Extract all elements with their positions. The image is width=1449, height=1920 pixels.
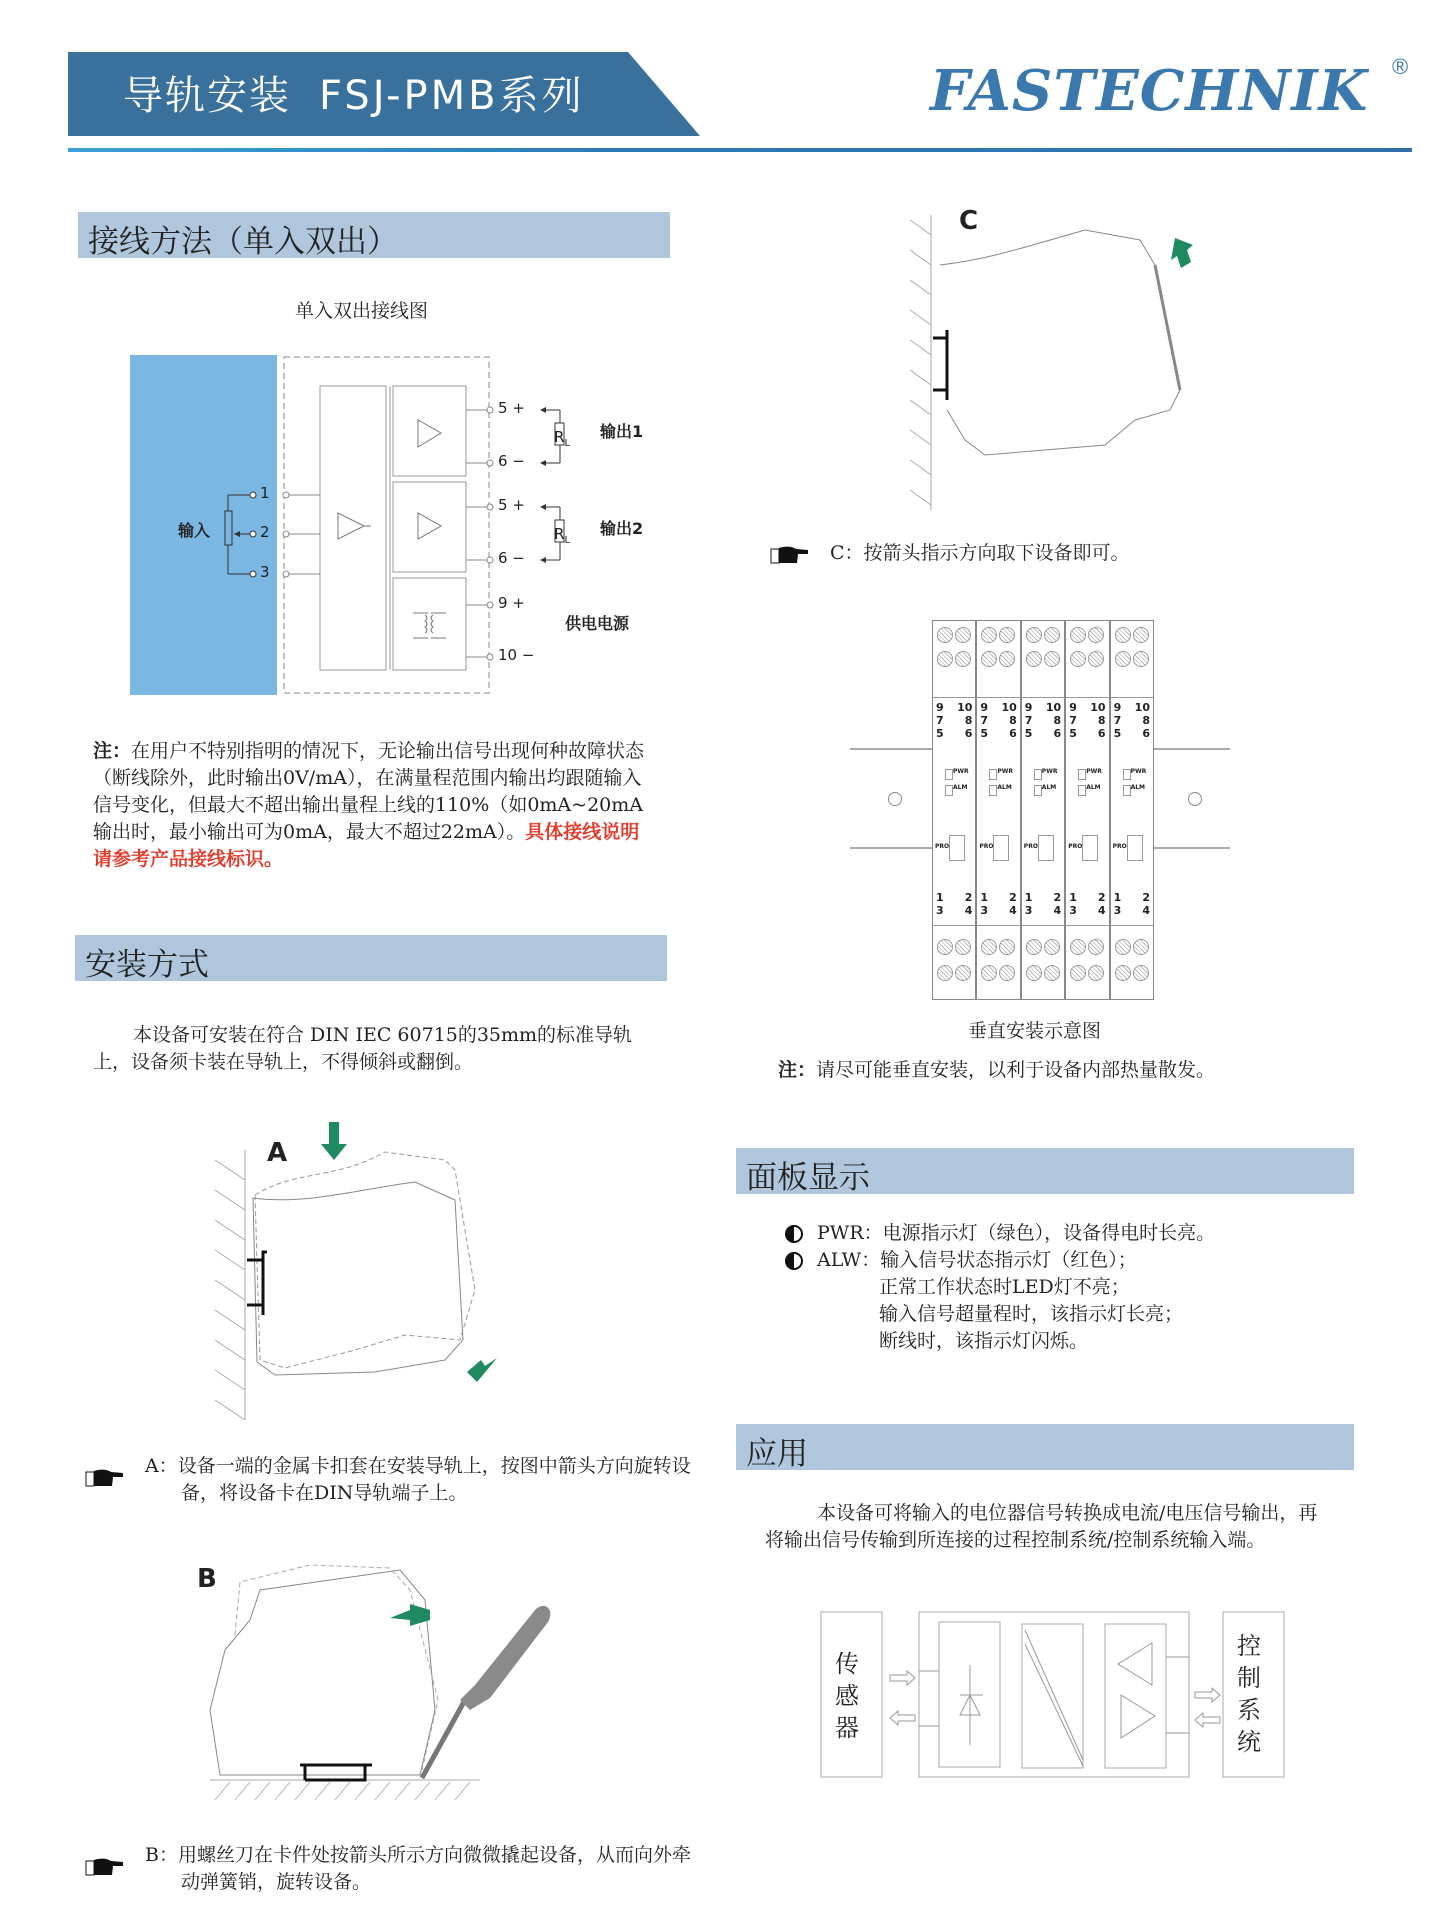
application-text: 本设备可将输入的电位器信号转换成电流/电压信号输出，再将输出信号传输到所连接的过程控制系统/控制系统输入端。 — [765, 1502, 1318, 1551]
screw-terminal-icon — [955, 965, 971, 981]
terminal-number: 1 — [980, 891, 989, 904]
vertical-mount-diagram — [850, 620, 1230, 1000]
section-application-header — [736, 1424, 1354, 1470]
terminal-number: 8 — [1142, 714, 1150, 727]
pro-port — [1127, 835, 1143, 861]
led-label: ALM — [997, 784, 1012, 791]
note-text: 在用户不特别指明的情况下，无论输出信号出现何种故障状态（断线除外，此时输出0V/mA），在满量程范围内输出均跟随输入信号变化，但最大不超出输出量程上线的110%（如0mA~20mA输出时，最小输出可为0mA，最大不超过22mA）。 — [93, 740, 645, 843]
terminal-number: 5 — [1024, 727, 1033, 740]
screw-terminal-icon — [1133, 651, 1149, 667]
screw-terminal-icon — [1070, 627, 1086, 643]
terminal-number: 9 — [1024, 701, 1033, 714]
terminal-2: 2 — [260, 523, 270, 541]
step-c-prefix: C： — [830, 542, 864, 564]
led-indicator — [945, 769, 953, 780]
step-c-text: 按箭头指示方向取下设备即可。 — [863, 542, 1130, 564]
alw-line-2: 正常工作状态时LED灯不亮； — [879, 1276, 1130, 1298]
control-system-label: 控制系统 — [1237, 1632, 1261, 1756]
led-label: ALM — [953, 784, 968, 791]
section-install-title: 安装方式 — [85, 947, 209, 983]
terminal-6-out2: 6 − — [498, 549, 525, 567]
wiring-diagram-caption: 单入双出接线图 — [295, 300, 429, 322]
screwdriver-icon — [422, 1606, 550, 1778]
screw-terminal-icon — [937, 939, 953, 955]
screw-terminal-icon — [1088, 627, 1104, 643]
signal-chain-svg — [815, 1610, 1295, 1780]
terminal-number: 3 — [980, 904, 989, 917]
screw-terminal-icon — [1026, 651, 1042, 667]
panel-item-pwr — [785, 1220, 1345, 1247]
output2-label: 输出2 — [600, 519, 644, 538]
led-label: ALM — [1130, 784, 1146, 791]
screw-terminal-icon — [999, 651, 1015, 667]
output1-block — [393, 386, 466, 476]
section-wiring-title: 接线方法（单入双出） — [88, 224, 398, 260]
led-indicator — [945, 785, 953, 796]
led-indicator — [1123, 769, 1131, 780]
terminal-number: 3 — [936, 904, 944, 917]
terminal-number: 9 — [1113, 701, 1122, 714]
terminal-number: 9 — [1069, 701, 1077, 714]
led-label: PWR — [1041, 768, 1058, 775]
terminal-number: 6 — [1053, 727, 1062, 740]
alw-line-3: 输入信号超量程时，该指示灯长亮； — [879, 1303, 1184, 1325]
vertical-caption: 垂直安装示意图 — [968, 1020, 1102, 1042]
terminal-number: 10 — [1090, 701, 1106, 714]
screw-terminal-icon — [1044, 965, 1060, 981]
module-row — [932, 620, 1154, 1000]
screw-terminal-icon — [999, 627, 1015, 643]
section-panel-title: 面板显示 — [746, 1160, 870, 1196]
wiring-diagram — [128, 353, 668, 698]
pro-port — [993, 835, 1009, 861]
converter-block — [320, 386, 386, 670]
section-wiring-header — [78, 212, 670, 258]
illustration-c-label: C — [959, 206, 979, 236]
pointing-hand-icon — [770, 544, 810, 566]
pointing-hand-icon — [85, 1856, 125, 1878]
terminal-number: 1 — [1069, 891, 1077, 904]
screw-terminal-icon — [937, 627, 953, 643]
alw-key: ALW： — [817, 1249, 881, 1271]
terminal-number: 2 — [964, 891, 973, 904]
terminal-number: 1 — [1113, 891, 1122, 904]
screw-terminal-icon — [1070, 651, 1086, 667]
screw-terminal-icon — [1133, 939, 1149, 955]
screw-terminal-icon — [1115, 939, 1131, 955]
amplifier-icon — [1118, 1643, 1152, 1685]
led-indicator — [1078, 769, 1086, 780]
step-a-prefix: A： — [145, 1455, 178, 1477]
screw-terminal-icon — [1044, 939, 1060, 955]
terminal-number: 1 — [1024, 891, 1033, 904]
pro-label: PRO — [1112, 843, 1127, 850]
din-rail-icon — [247, 1252, 267, 1315]
pointing-hand-icon — [85, 1467, 125, 1489]
alw-line-1: 输入信号状态指示灯（红色）； — [880, 1249, 1137, 1271]
application-diagram — [815, 1610, 1295, 1780]
screw-terminal-icon — [1044, 627, 1060, 643]
terminal-number: 6 — [964, 727, 973, 740]
led-label: PWR — [1086, 768, 1102, 775]
load-label-2: $R_L$ — [554, 525, 571, 546]
terminal-number: 10 — [1134, 701, 1150, 714]
note-label: 注： — [778, 1059, 817, 1081]
screw-terminal-icon — [1044, 651, 1060, 667]
registered-mark: ® — [1392, 54, 1409, 79]
module — [1065, 620, 1109, 1000]
title-text: 导轨安装 — [123, 73, 291, 119]
arrow-left-icon — [890, 1711, 915, 1725]
module — [932, 620, 976, 1000]
model-text: FSJ-PMB系列 — [319, 73, 585, 119]
header-banner — [68, 52, 700, 136]
led-label: ALM — [1086, 784, 1101, 791]
led-indicator — [989, 769, 997, 780]
module — [1021, 620, 1065, 1000]
terminal-number: 6 — [1009, 727, 1017, 740]
amplifier-icon — [1121, 1695, 1155, 1738]
note-label: 注： — [93, 740, 132, 762]
terminal-number: 2 — [1053, 891, 1062, 904]
step-b-text: 用螺丝刀在卡件处按箭头所示方向微微撬起设备，从而向外牵动弹簧销，旋转设备。 — [177, 1844, 691, 1893]
screw-terminal-icon — [955, 627, 971, 643]
arrow-up-icon — [1171, 238, 1193, 268]
illustration-a — [205, 1110, 515, 1430]
led-label: PWR — [997, 768, 1014, 775]
note-text: 请尽可能垂直安装，以利于设备内部热量散发。 — [816, 1059, 1216, 1081]
screw-terminal-icon — [999, 965, 1015, 981]
screw-terminal-icon — [981, 965, 997, 981]
led-label: PWR — [953, 768, 969, 775]
pro-port — [949, 835, 965, 861]
pro-port — [1038, 835, 1054, 861]
screw-terminal-icon — [1088, 939, 1104, 955]
section-application-title: 应用 — [746, 1436, 808, 1472]
led-label: ALM — [1041, 784, 1057, 791]
terminal-3: 3 — [260, 563, 270, 581]
screw-terminal-icon — [999, 939, 1015, 955]
terminal-number: 8 — [1009, 714, 1017, 727]
step-a-text: 设备一端的金属卡扣套在安装导轨上，按图中箭头方向旋转设备，将设备卡在DIN导轨端子上。 — [177, 1455, 691, 1504]
led-indicator — [1078, 785, 1086, 796]
potentiometer-icon — [225, 511, 232, 545]
brand-logo: FASTECHNIK — [930, 58, 1369, 124]
module — [1110, 620, 1154, 1000]
terminal-number: 9 — [980, 701, 989, 714]
screw-terminal-icon — [1026, 965, 1042, 981]
terminal-6-out1: 6 − — [498, 452, 525, 470]
terminal-number: 6 — [1097, 727, 1106, 740]
screw-terminal-icon — [937, 965, 953, 981]
terminal-number: 5 — [936, 727, 944, 740]
screw-terminal-icon — [1115, 965, 1131, 981]
pro-label: PRO — [935, 843, 950, 850]
screw-terminal-icon — [955, 651, 971, 667]
led-indicator — [1123, 785, 1131, 796]
screw-terminal-icon — [1088, 965, 1104, 981]
screw-terminal-icon — [1026, 627, 1042, 643]
terminal-number: 10 — [957, 701, 973, 714]
vertical-note — [778, 1057, 1215, 1084]
illustration-b-label: B — [197, 1564, 217, 1594]
terminal-number: 7 — [980, 714, 989, 727]
screw-terminal-icon — [1088, 651, 1104, 667]
arrow-down-icon — [321, 1122, 347, 1160]
terminal-number: 2 — [1009, 891, 1017, 904]
terminal-number: 3 — [1024, 904, 1033, 917]
power-label: 供电电源 — [565, 614, 630, 633]
screw-terminal-icon — [1115, 651, 1131, 667]
output1-label: 输出1 — [600, 422, 644, 441]
arrow-right-icon — [1195, 1688, 1220, 1702]
terminal-number: 4 — [1053, 904, 1062, 917]
rail-hole-right — [1188, 792, 1202, 806]
terminal-number: 2 — [1142, 891, 1150, 904]
arrow-right-icon — [890, 1671, 915, 1685]
terminal-number: 7 — [936, 714, 944, 727]
terminal-number: 5 — [980, 727, 989, 740]
indicator-icon — [785, 1225, 803, 1243]
arrow-lift-icon — [390, 1604, 430, 1626]
led-indicator — [989, 785, 997, 796]
led-indicator — [1034, 769, 1042, 780]
sensor-label: 传感器 — [835, 1650, 859, 1742]
pro-label: PRO — [1023, 843, 1038, 850]
screw-terminal-icon — [981, 939, 997, 955]
power-block — [393, 578, 466, 670]
pwr-key: PWR： — [817, 1222, 883, 1244]
terminal-number: 9 — [936, 701, 944, 714]
pro-label: PRO — [1068, 843, 1083, 850]
step-b-prefix: B： — [145, 1844, 178, 1866]
terminal-number: 4 — [1097, 904, 1106, 917]
module — [976, 620, 1020, 1000]
screw-terminal-icon — [955, 939, 971, 955]
rail-hole-left — [888, 792, 902, 806]
terminal-number: 7 — [1024, 714, 1033, 727]
screw-terminal-icon — [1115, 627, 1131, 643]
alw-line-4: 断线时，该指示灯闪烁。 — [879, 1330, 1089, 1352]
indicator-icon — [785, 1252, 803, 1270]
panel-item-alw — [785, 1247, 1345, 1355]
terminal-number: 7 — [1069, 714, 1077, 727]
page-title — [123, 64, 585, 121]
arrow-rotate-icon — [467, 1358, 497, 1382]
terminal-number: 5 — [1113, 727, 1122, 740]
led-label: PWR — [1130, 768, 1147, 775]
pro-port — [1082, 835, 1098, 861]
screw-terminal-icon — [981, 651, 997, 667]
screw-terminal-icon — [981, 627, 997, 643]
input-label: 输入 — [178, 521, 211, 540]
terminal-number: 7 — [1113, 714, 1122, 727]
header-rule — [68, 148, 1412, 152]
terminal-number: 1 — [936, 891, 944, 904]
screw-terminal-icon — [1133, 965, 1149, 981]
terminal-5-out1: 5 + — [498, 399, 525, 417]
terminal-number: 10 — [1045, 701, 1062, 714]
section-install-header — [75, 935, 667, 981]
terminal-number: 5 — [1069, 727, 1077, 740]
illustration-a-label: A — [267, 1138, 288, 1168]
screw-terminal-icon — [1070, 965, 1086, 981]
pro-label: PRO — [979, 843, 994, 850]
terminal-number: 4 — [1142, 904, 1150, 917]
terminal-number: 4 — [1009, 904, 1017, 917]
section-panel-header — [736, 1148, 1354, 1194]
terminal-number: 8 — [1053, 714, 1062, 727]
terminal-5-out2: 5 + — [498, 496, 525, 514]
terminal-number: 3 — [1113, 904, 1122, 917]
terminal-number: 10 — [1001, 701, 1017, 714]
install-intro: 本设备可安装在符合 DIN IEC 60715的35mm的标准导轨上，设备须卡装在导轨上，不得倾斜或翻倒。 — [93, 1024, 633, 1073]
screw-terminal-icon — [1026, 939, 1042, 955]
note-highlight: 具体接线说明请参考产品接线标识。 — [93, 821, 640, 870]
screw-terminal-icon — [937, 651, 953, 667]
arrow-left-icon — [1195, 1713, 1220, 1727]
terminal-number: 3 — [1069, 904, 1077, 917]
terminal-number: 6 — [1142, 727, 1150, 740]
led-indicator — [1034, 785, 1042, 796]
pwr-text: 电源指示灯（绿色），设备得电时长亮。 — [882, 1222, 1216, 1244]
screw-terminal-icon — [1133, 627, 1149, 643]
terminal-number: 8 — [964, 714, 973, 727]
terminal-number: 4 — [964, 904, 973, 917]
terminal-number: 8 — [1097, 714, 1106, 727]
wiring-note — [93, 738, 653, 873]
terminal-10: 10 − — [498, 646, 535, 664]
terminal-1: 1 — [260, 484, 270, 502]
din-rail-icon — [933, 330, 947, 400]
load-label-1: $R_L$ — [554, 428, 571, 449]
illustration-b — [190, 1560, 570, 1800]
screw-terminal-icon — [1070, 939, 1086, 955]
terminal-number: 2 — [1097, 891, 1106, 904]
terminal-9: 9 + — [498, 594, 525, 612]
output2-block — [393, 482, 466, 572]
illustration-c — [905, 200, 1215, 515]
din-rail-icon — [300, 1765, 372, 1780]
